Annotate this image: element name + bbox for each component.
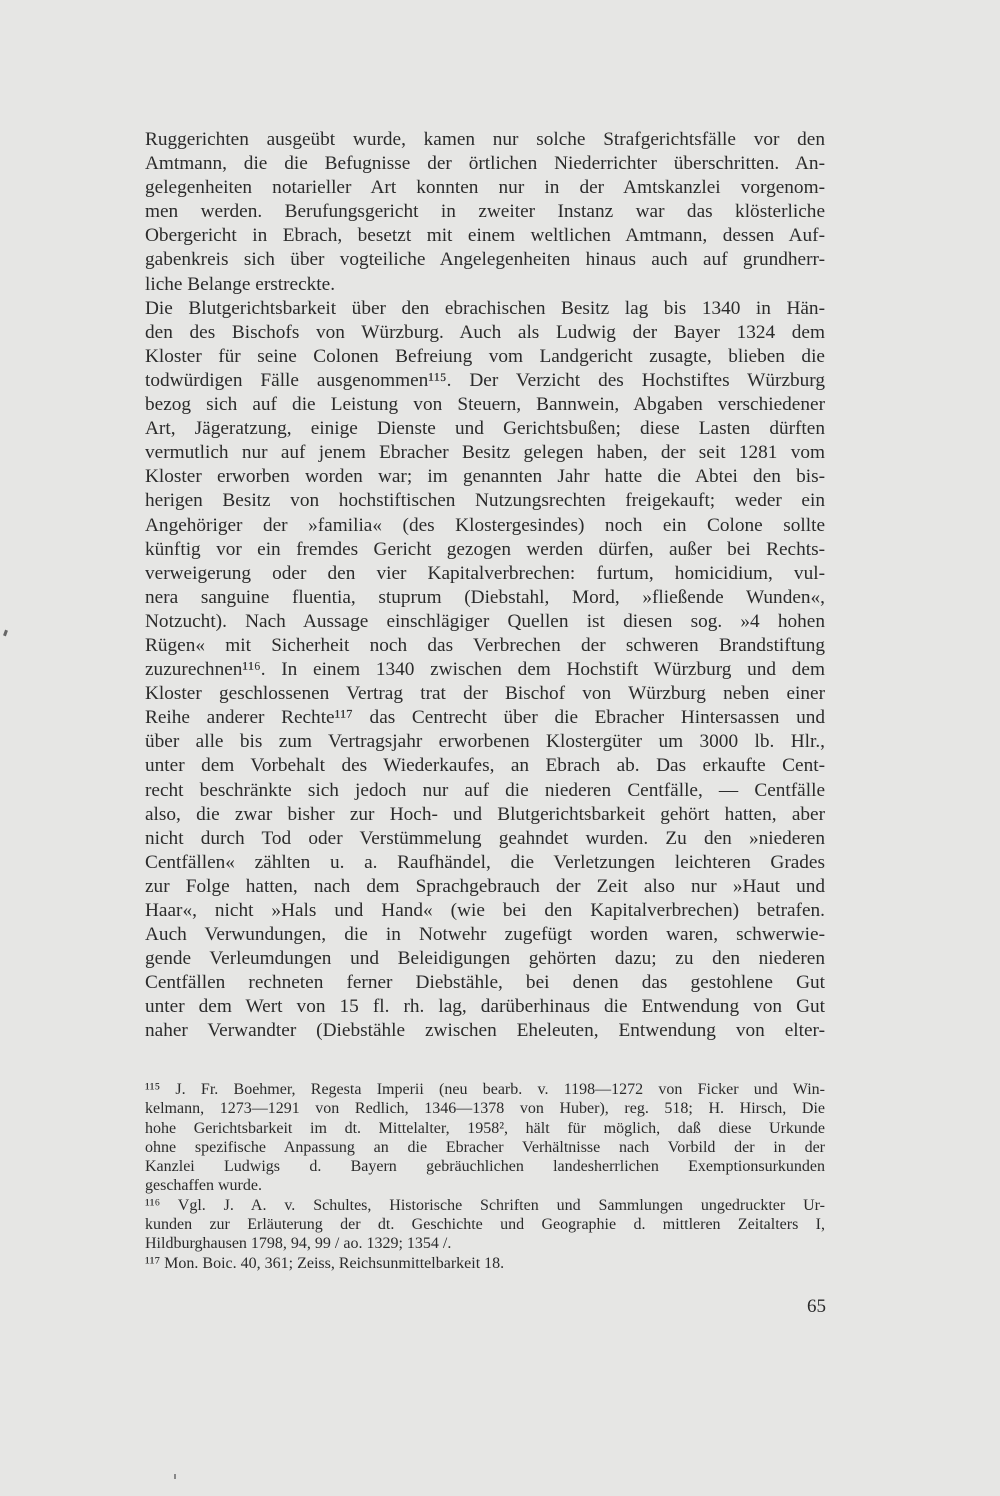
text-line: Kloster für seine Colonen Befreiung vom Landgericht zusagte, blieben die [145,345,825,367]
text-line: recht beschränkte sich jedoch nur auf die niederen Centfälle, — Centfälle [145,779,825,801]
footnote-line: ¹¹⁵ J. Fr. Boehmer, Regesta Imperii (neu bearb. v. 1198—1272 von Ficker und Win- [145,1081,825,1098]
text-line: nera sanguine fluentia, stuprum (Diebstahl, Mord, »fließende Wunden«, [145,586,825,608]
text-line: Auch Verwundungen, die in Notwehr zugefügt worden waren, schwerwie- [145,924,825,946]
text-line: men werden. Berufungsgericht in zweiter Instanz war das klösterliche [145,201,825,223]
text-line: naher Verwandter (Diebstähle zwischen Eheleuten, Entwendung von elter- [145,1020,825,1042]
footnote-line: hohe Gerichtsbarkeit im dt. Mittelalter, 1958², hält für möglich, daß diese Urkunde [145,1119,825,1137]
footnote-line: Hildburghausen 1798, 94, 99 / ao. 1329; 1354 /. [145,1235,452,1253]
text-line: gelegenheiten notarieller Art konnten nur in der Amtskanzlei vorgenom- [145,177,825,199]
text-line: gende Verleumdungen und Beleidigungen gehörten dazu; zu den niederen [145,948,825,970]
text-line: verweigerung oder den vier Kapitalverbrechen: furtum, homicidium, vul- [145,562,825,584]
footnote-line: kunden zur Erläuterung der dt. Geschichte und Geographie d. mittleren Zeitalters I, [145,1216,825,1234]
text-line: künftig vor ein fremdes Gericht gezogen werden dürfen, außer bei Rechts- [145,538,825,560]
text-line: Angehöriger der »familia« (des Klostergesindes) noch ein Colone sollte [145,514,825,536]
text-line: nicht durch Tod oder Verstümmelung geahndet wurden. Zu den »niederen [145,827,825,849]
text-line: bezog sich auf die Leistung von Steuern, Bannwein, Abgaben verschiedener [145,394,825,416]
text-line: Obergericht in Ebrach, besetzt mit einem weltlichen Amtmann, dessen Auf- [145,225,825,247]
scan-speck [174,1474,176,1479]
page-number: 65 [807,1296,826,1317]
footnote-line: geschaffen wurde. [145,1177,262,1195]
text-line: Amtmann, die die Befugnisse der örtlichen Niederrichter überschritten. An- [145,153,825,175]
text-line: Art, Jägeratzung, einige Dienste und Gerichtsbußen; diese Lasten dürften [145,418,825,440]
text-line: vermutlich nur auf jenem Ebracher Besitz gelegen haben, der seit 1281 vom [145,442,825,464]
text-line: zur Folge hatten, nach dem Sprachgebrauch der Zeit also nur »Haut und [145,875,825,897]
footnote-line: ohne spezifische Anpassung an die Ebracher Verhältnisse nach Vorbild der in der [145,1138,825,1156]
footnote-line: Kanzlei Ludwigs d. Bayern gebräuchlichen landesherrlichen Exemptionsurkunden [145,1158,825,1176]
text-line: Kloster geschlossenen Vertrag trat der Bischof von Würzburg neben einer [145,683,825,705]
text-line: über alle bis zum Vertragsjahr erworbenen Klostergüter um 3000 lb. Hlr., [145,731,825,753]
text-line: Centfällen« zählten u. a. Raufhändel, die Verletzungen leichteren Grades [145,851,825,873]
text-line: herigen Besitz von hochstiftischen Nutzungsrechten freigekauft; weder ein [145,490,825,512]
text-line: gabenkreis sich über vogteiliche Angelegenheiten hinaus auch auf grundherr- [145,249,825,271]
text-line: Die Blutgerichtsbarkeit über den ebrachischen Besitz lag bis 1340 in Hän- [145,297,825,319]
scan-speck [3,630,8,637]
text-line: Rügen« mit Sicherheit noch das Verbrechen der schweren Brandstiftung [145,634,825,656]
text-line: Reihe anderer Rechte¹¹⁷ das Centrecht über die Ebracher Hintersassen und [145,707,825,729]
text-line: also, die zwar bisher zur Hoch- und Blutgerichtsbarkeit gehört hatten, aber [145,803,825,825]
text-line: unter dem Vorbehalt des Wiederkaufes, an Ebrach ab. Das erkaufte Cent- [145,755,825,777]
footnotes [145,1080,825,1273]
text-line: den des Bischofs von Würzburg. Auch als Ludwig der Bayer 1324 dem [145,321,825,343]
text-line: Ruggerichten ausgeübt wurde, kamen nur solche Strafgerichtsfälle vor den [145,129,825,150]
footnote-line: ¹¹⁶ Vgl. J. A. v. Schultes, Historische Schriften und Sammlungen ungedruckter Ur- [145,1196,825,1214]
text-line: Haar«, nicht »Hals und Hand« (wie bei den Kapitalverbrechen) betrafen. [145,900,825,921]
text-line: unter dem Wert von 15 fl. rh. lag, darüberhinaus die Entwendung von Gut [145,996,825,1018]
footnote-line: kelmann, 1273—1291 von Redlich, 1346—1378 von Huber), reg. 518; H. Hirsch, Die [145,1100,825,1118]
text-line: zuzurechnen¹¹⁶. In einem 1340 zwischen dem Hochstift Würzburg und dem [145,659,825,681]
text-line: Centfällen rechneten ferner Diebstähle, bei denen das gestohlene Gut [145,972,825,994]
text-line: Kloster erworben worden war; im genannten Jahr hatte die Abtei den bis- [145,466,825,488]
text-line: Notzucht). Nach Aussage einschlägiger Quellen ist diesen sog. »4 hohen [145,610,825,632]
text-line: todwürdigen Fälle ausgenommen¹¹⁵. Der Verzicht des Hochstiftes Würzburg [145,369,825,391]
footnote-line: ¹¹⁷ Mon. Boic. 40, 361; Zeiss, Reichsunmittelbarkeit 18. [145,1254,505,1272]
text-line: liche Belange erstreckte. [145,273,336,295]
main-text [145,128,825,1044]
